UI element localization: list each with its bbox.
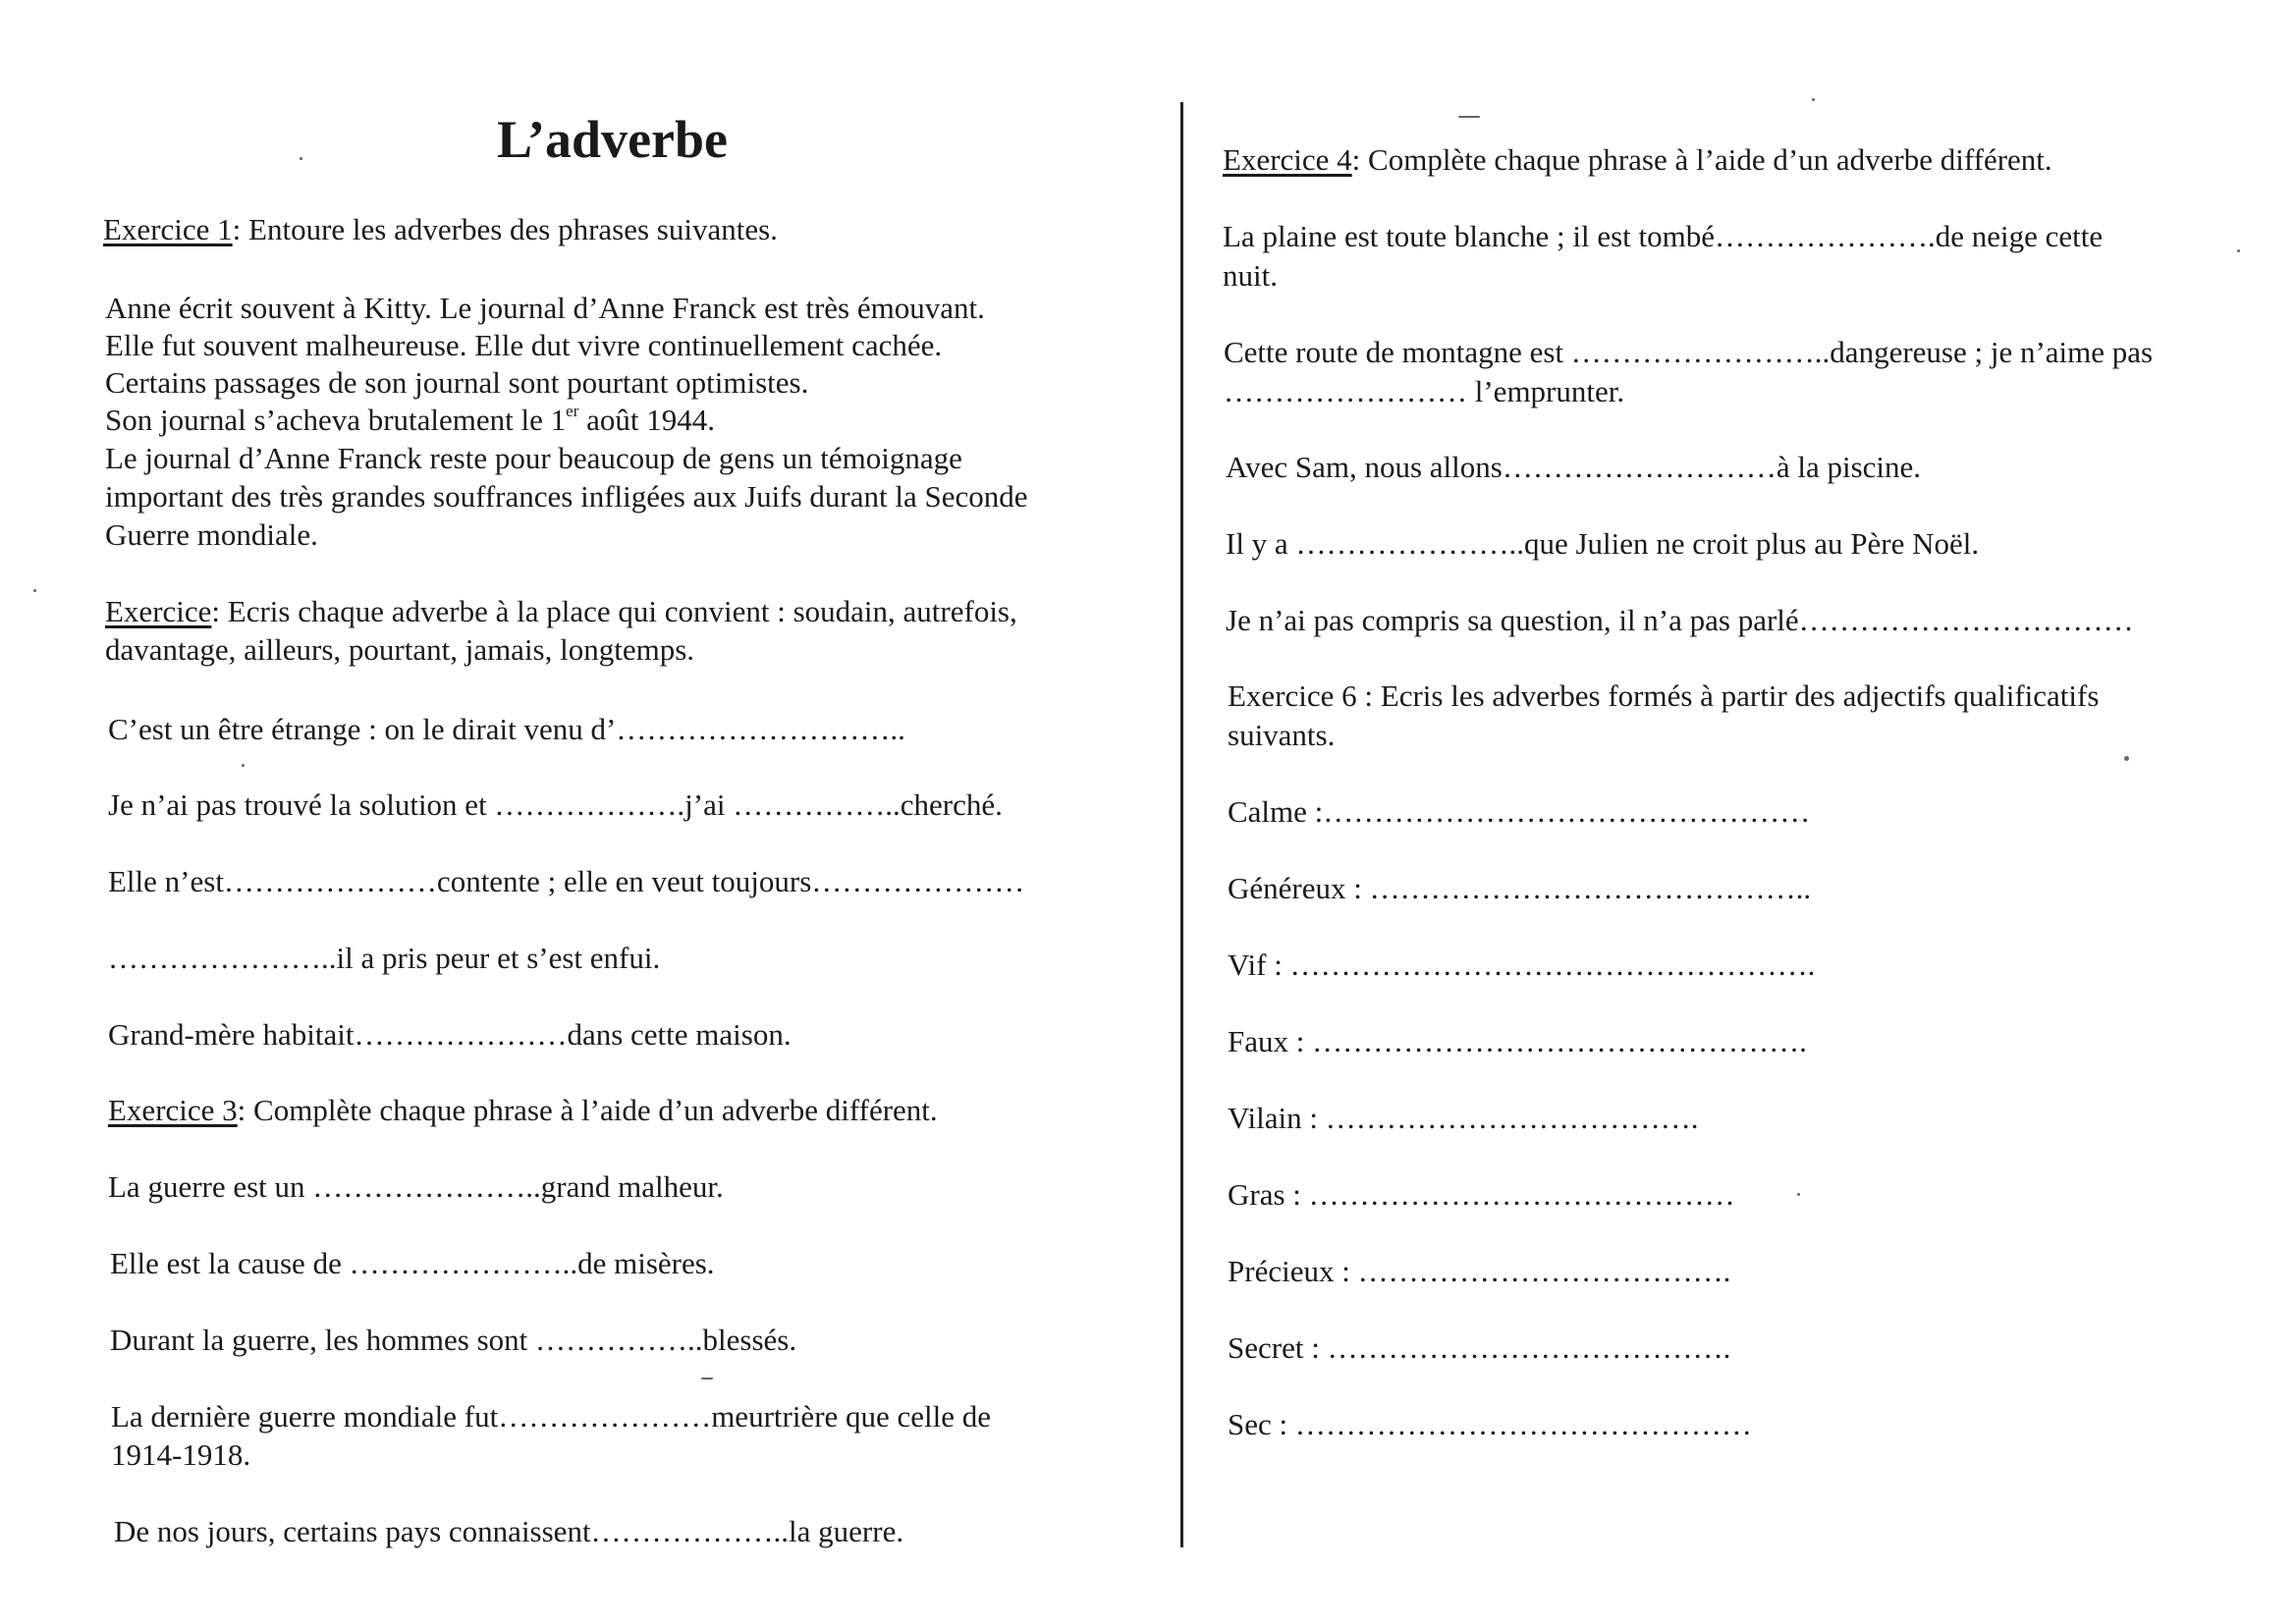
column-divider: [1180, 102, 1183, 1547]
exercise-2-heading: [105, 593, 1017, 630]
adjective-item: Secret : ………………………………….: [1228, 1330, 1731, 1365]
exercise-3-sentence: Elle est la cause de …………………..de misères.: [110, 1246, 715, 1280]
scan-speck: [1797, 1193, 1800, 1196]
adjective-item: Gras : ……………………………………: [1228, 1177, 1735, 1212]
adjective-item: Précieux : ……………………………….: [1228, 1254, 1731, 1288]
exercise-2-sentence: …………………..il a pris peur et s’est enfui.: [108, 941, 661, 975]
exercise-4-sentence: Cette route de montagne est ……………………..dangereuse ; je n’aime pas: [1224, 335, 2154, 369]
exercise-4-instruction: : Complète chaque phrase à l’aide d’un adverbe différent.: [1351, 142, 2052, 177]
exercise-3-sentence: La guerre est un …………………..grand malheur.: [108, 1169, 724, 1204]
exercise-2-sentence: Grand-mère habitait…………………dans cette maison.: [108, 1017, 792, 1052]
adjective-item: Vilain : ……………………………….: [1228, 1101, 1699, 1135]
page-title: L’adverbe: [497, 110, 729, 169]
exercise-1-heading: [103, 211, 778, 248]
date-sentence-start: Son journal s’acheva brutalement le 1: [105, 403, 567, 437]
exercise-2-instruction-cont: davantage, ailleurs, pourtant, jamais, longtemps.: [105, 632, 695, 667]
exercise-1-line: Guerre mondiale.: [105, 517, 318, 552]
exercise-4-sentence: Je n’ai pas compris sa question, il n’a pas parlé……………………………: [1226, 603, 2134, 637]
exercise-6-heading: Exercice 6 : Ecris les adverbes formés à partir des adjectifs qualificatifs: [1228, 678, 2100, 713]
exercise-4-label: Exercice 4: [1223, 142, 1352, 177]
exercise-2-instruction: : Ecris chaque adverbe à la place qui convient : soudain, autrefois,: [211, 594, 1017, 628]
exercise-1-line: Anne écrit souvent à Kitty. Le journal d’Anne Franck est très émouvant.: [105, 291, 985, 325]
exercise-2-sentence: C’est un être étrange : on le dirait venu d’………………………..: [108, 712, 905, 746]
exercise-3-instruction: : Complète chaque phrase à l’aide d’un adverbe différent.: [237, 1093, 938, 1127]
exercise-3-sentence-cont: 1914-1918.: [111, 1437, 251, 1472]
exercise-1-line: Elle fut souvent malheureuse. Elle dut vivre continuellement cachée.: [105, 328, 943, 362]
date-sentence-end: août 1944.: [578, 403, 715, 437]
exercise-3-heading: [108, 1092, 938, 1129]
adjective-item: Généreux : ……………………………………..: [1228, 871, 1812, 905]
adjective-item: Calme :…………………………………………: [1228, 794, 1811, 829]
exercise-2-label: Exercice: [105, 594, 212, 628]
exercise-3-label: Exercice 3: [108, 1093, 238, 1127]
scan-speck: [2237, 249, 2240, 252]
scan-speck: [33, 589, 36, 592]
adjective-item: Sec : ………………………………………: [1228, 1407, 1752, 1441]
exercise-3-sentence: De nos jours, certains pays connaissent………………..la guerre.: [114, 1514, 904, 1548]
exercise-4-sentence-cont: nuit.: [1223, 258, 1278, 293]
exercise-1-line: important des très grandes souffrances infligées aux Juifs durant la Seconde: [105, 479, 1028, 514]
scan-speck: [2124, 756, 2129, 761]
scan-speck: [300, 157, 302, 160]
ordinal-superscript: er: [566, 402, 579, 420]
scan-speck: [701, 1378, 713, 1380]
scan-speck: [1812, 98, 1815, 101]
adjective-item: Faux : ………………………………………….: [1228, 1024, 1807, 1058]
exercise-2-sentence: Elle n’est…………………contente ; elle en veut toujours…………………: [108, 864, 1025, 898]
scan-speck: [242, 764, 245, 767]
scan-speck: [1458, 116, 1480, 118]
exercise-4-heading: [1223, 141, 2052, 179]
exercise-4-sentence-cont: …………………… l’emprunter.: [1224, 374, 1625, 408]
exercise-3-sentence: La dernière guerre mondiale fut…………………meurtrière que celle de: [111, 1399, 992, 1434]
exercise-1-line: [105, 402, 715, 439]
exercise-4-sentence: Avec Sam, nous allons………………………à la piscine.: [1226, 450, 1922, 484]
exercise-3-sentence: Durant la guerre, les hommes sont ……………..blessés.: [110, 1323, 797, 1357]
exercise-1-line: Certains passages de son journal sont pourtant optimistes.: [105, 365, 809, 400]
exercise-6-heading-cont: suivants.: [1228, 718, 1336, 752]
exercise-2-sentence: Je n’ai pas trouvé la solution et ……………….j’ai ……………..cherché.: [108, 787, 1003, 822]
exercise-4-sentence: Il y a …………………..que Julien ne croit plus au Père Noël.: [1226, 526, 1980, 561]
exercise-1-instruction: : Entoure les adverbes des phrases suivantes.: [232, 212, 778, 246]
exercise-1-line: Le journal d’Anne Franck reste pour beaucoup de gens un témoignage: [105, 441, 962, 475]
exercise-4-sentence: La plaine est toute blanche ; il est tombé………………….de neige cette: [1223, 219, 2104, 253]
exercise-1-label: Exercice 1: [103, 212, 233, 246]
adjective-item: Vif : …………………………………………….: [1228, 947, 1816, 982]
